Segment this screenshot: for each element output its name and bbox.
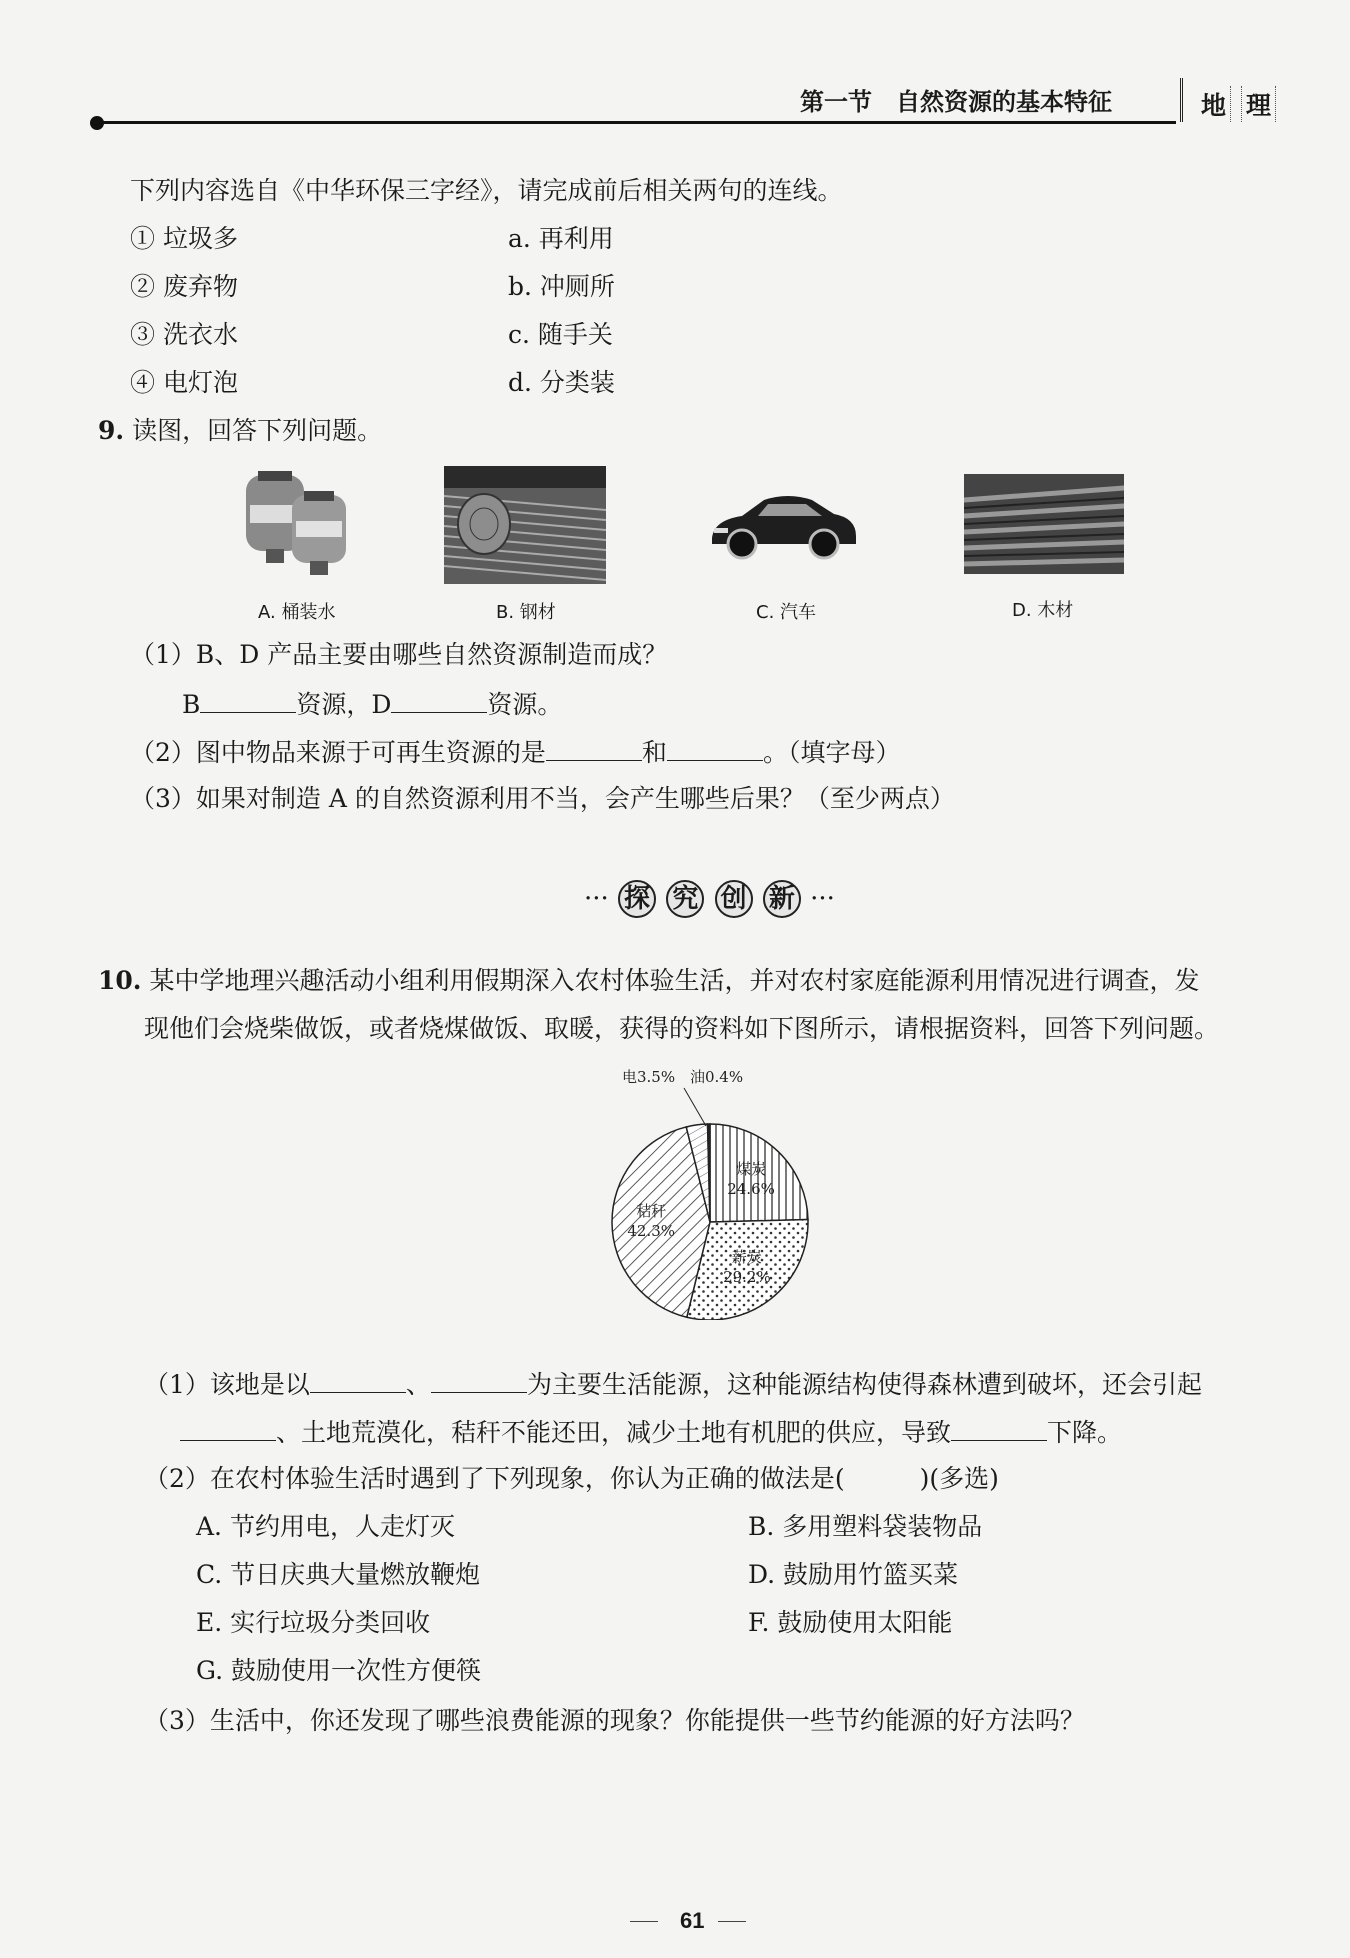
pie-label-0-0: 煤炭 — [736, 1159, 767, 1178]
caption-b: B. 钢材 — [496, 602, 556, 623]
blank-energy-1[interactable] — [310, 1370, 406, 1393]
q9-sub1-blanks — [182, 690, 562, 717]
q9-sub2-end: 。（填字母） — [762, 738, 901, 767]
blank-renewable-2[interactable] — [667, 738, 763, 761]
pie-label-2-0: 秸秆 — [636, 1202, 667, 1221]
option-g: G. 鼓励使用一次性方便筷 — [196, 1656, 481, 1685]
q8-left-4: ④ 电灯泡 — [130, 368, 238, 397]
pie-outer-label-4: 油0.4% — [690, 1068, 744, 1086]
blank-renewable-1[interactable] — [546, 738, 642, 761]
header-rule — [96, 121, 1176, 124]
water-bottles-image — [240, 465, 360, 585]
pie-leader-line — [684, 1088, 706, 1126]
q9-sub1-b-label: B — [182, 690, 201, 719]
q9-sub2 — [130, 738, 900, 765]
banner-dots-right: ··· — [810, 884, 835, 914]
q9-sub2-mid: 和 — [641, 738, 667, 767]
q8-right-b: b. 冲厕所 — [508, 272, 615, 301]
subject-label — [1180, 78, 1285, 122]
blank-energy-2[interactable] — [431, 1370, 527, 1393]
footer-dash-left — [630, 1921, 658, 1922]
option-b: B. 多用塑料袋装物品 — [748, 1512, 983, 1541]
q10-sub1-line2-end: 下降。 — [1047, 1418, 1123, 1447]
q8-right-c: c. 随手关 — [508, 320, 613, 349]
q10-sub1-start: （1）该地是以 — [144, 1370, 310, 1399]
caption-a: A. 桶装水 — [258, 602, 336, 623]
page-number: 61 — [680, 1908, 705, 1933]
pie-label-1-1: 29.2% — [723, 1267, 771, 1286]
q10-sub3: （3）生活中，你还发现了哪些浪费能源的现象？你能提供一些节约能源的好方法吗？ — [144, 1706, 1085, 1735]
q9-stem: 读图，回答下列问题。 — [132, 416, 383, 445]
q9-sub2-start: （2）图中物品来源于可再生资源的是 — [130, 738, 546, 767]
blank-consequence[interactable] — [180, 1418, 276, 1441]
caption-c: C. 汽车 — [756, 602, 817, 623]
q10-sub1-sep: 、 — [405, 1370, 431, 1399]
subject-char-1: 地 — [1197, 86, 1231, 122]
q9-sub1-end: 资源。 — [487, 690, 563, 719]
subject-char-2: 理 — [1241, 86, 1276, 122]
pie-label-0-1: 24.6% — [727, 1179, 775, 1198]
chapter-title: 第一节 自然资源的基本特征 — [800, 87, 1112, 116]
steel-bars-image — [444, 466, 606, 584]
banner-char-4: 新 — [763, 880, 801, 918]
q9-sub1: （1）B、D 产品主要由哪些自然资源制造而成？ — [130, 640, 668, 669]
q8-intro: 下列内容选自《中华环保三字经》，请完成前后相关两句的连线。 — [130, 176, 843, 205]
option-c: C. 节日庆典大量燃放鞭炮 — [196, 1560, 481, 1589]
banner-char-2: 究 — [666, 880, 704, 918]
q10-sub1-line2-mid: 、土地荒漠化，秸秆不能还田，减少土地有机肥的供应，导致 — [276, 1418, 952, 1447]
q10-sub1-line2 — [180, 1418, 1122, 1445]
q10-stem-line2: 现他们会烧柴做饭，或者烧煤做饭、取暖，获得的资料如下图所示，请根据资料，回答下列问题。 — [144, 1014, 1220, 1043]
timber-image — [964, 474, 1124, 574]
banner-char-1: 探 — [618, 880, 656, 918]
option-e: E. 实行垃圾分类回收 — [196, 1608, 431, 1637]
q9-sub3: （3）如果对制造 A 的自然资源利用不当，会产生哪些后果？（至少两点） — [130, 784, 955, 813]
option-f: F. 鼓励使用太阳能 — [748, 1608, 953, 1637]
q8-left-1: ① 垃圾多 — [130, 224, 238, 253]
energy-pie-chart — [580, 1060, 840, 1320]
footer-dash-right — [718, 1921, 746, 1922]
q8-left-3: ③ 洗衣水 — [130, 320, 238, 349]
pie-label-1-0: 薪炭 — [731, 1247, 762, 1266]
q10-sub2: （2）在农村体验生活时遇到了下列现象，你认为正确的做法是( )(多选) — [144, 1464, 999, 1493]
caption-d: D. 木材 — [1012, 600, 1074, 621]
car-image — [706, 482, 860, 564]
q8-left-2: ② 废弃物 — [130, 272, 238, 301]
blank-decline[interactable] — [951, 1418, 1047, 1441]
q9-number: 9. — [98, 416, 125, 445]
option-d: D. 鼓励用竹篮买菜 — [748, 1560, 959, 1589]
q10-number: 10. — [98, 966, 142, 995]
banner-char-3: 创 — [715, 880, 753, 918]
q10-sub1-mid: 为主要生活能源，这种能源结构使得森林遭到破坏，还会引起 — [526, 1370, 1202, 1399]
blank-b-resource[interactable] — [200, 690, 296, 713]
pie-label-2-1: 42.3% — [627, 1222, 676, 1241]
q10-sub1-line1 — [144, 1370, 1202, 1397]
q10-stem-line1: 某中学地理兴趣活动小组利用假期深入农村体验生活，并对农村家庭能源利用情况进行调查，发 — [149, 966, 1200, 995]
q9-sub1-mid: 资源，D — [296, 690, 392, 719]
banner-dots-left: ··· — [584, 884, 609, 914]
q8-right-a: a. 再利用 — [508, 224, 614, 253]
section-banner — [584, 880, 835, 918]
option-a: A. 节约用电，人走灯灭 — [196, 1512, 455, 1541]
blank-d-resource[interactable] — [391, 690, 487, 713]
q8-right-d: d. 分类装 — [508, 368, 615, 397]
pie-outer-label-3: 电3.5% — [622, 1068, 676, 1086]
